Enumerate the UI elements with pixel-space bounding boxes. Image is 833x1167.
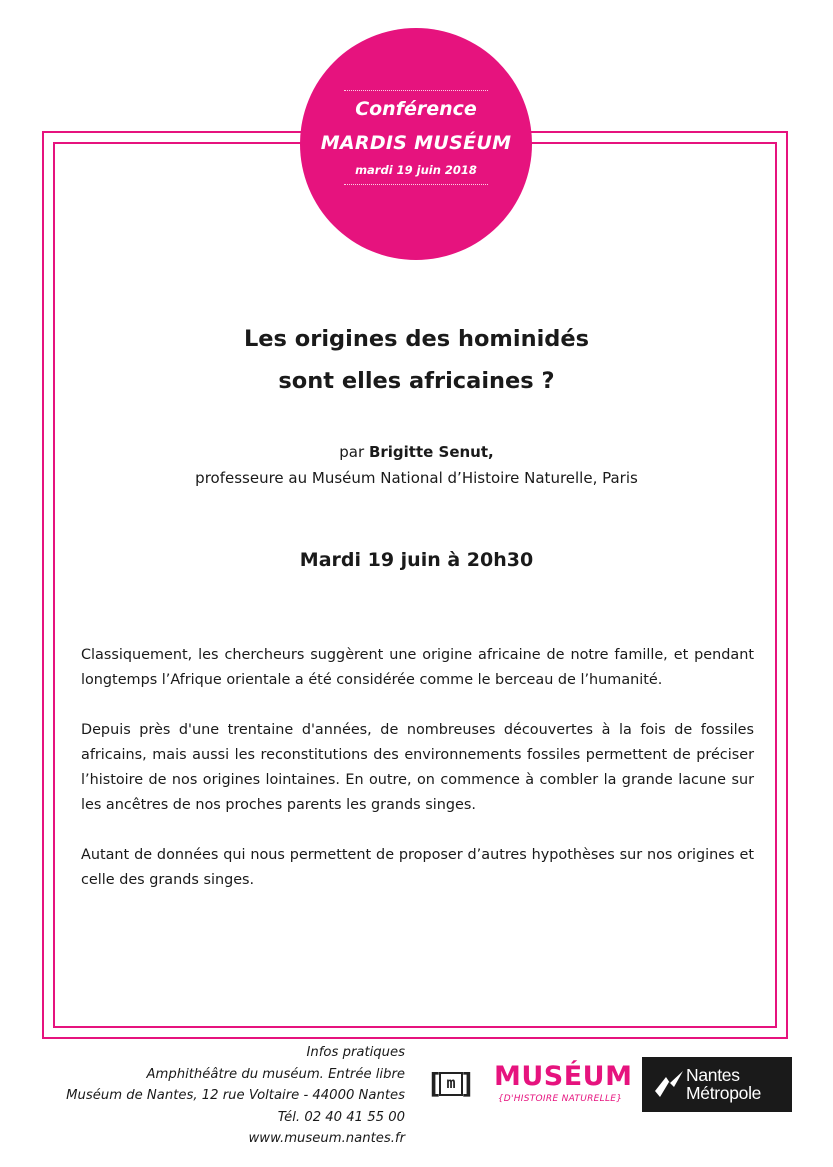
- description-paragraph-3: Autant de données qui nous permettent de proposer d’autres hypothèses sur nos origines et celle des grands singes.: [81, 847, 754, 888]
- nantes-logo-line-1: Nantes: [686, 1065, 740, 1085]
- nantes-bird-icon: [652, 1067, 686, 1101]
- practical-info-heading: Infos pratiques: [306, 1045, 405, 1060]
- description-paragraph-1: Classiquement, les chercheurs suggèrent une origine africaine de notre famille, et pendant longtemps l’Afrique orientale a été considérée comme le berceau de l’humanité.: [81, 647, 754, 688]
- nantes-metropole-logo: [642, 1057, 792, 1112]
- museum-logo-subtitle: {D'HISTOIRE NATURELLE}: [497, 1094, 623, 1104]
- venue: Amphithéâtre du muséum. Entrée libre: [146, 1066, 405, 1082]
- by-prefix: par: [339, 443, 365, 461]
- museum-histoire-naturelle-logo: [494, 1061, 633, 1106]
- museum-logo-word: MUSÉUM: [494, 1061, 633, 1092]
- talk-description: [81, 643, 754, 918]
- museum-m-logo: [424, 1057, 478, 1111]
- logo-bracket-left-icon: [: [426, 1067, 443, 1100]
- badge-series-title: MARDIS MUSÉUM: [320, 132, 512, 154]
- speaker-affiliation: professeure au Muséum National d’Histoire Naturelle, Paris: [195, 469, 638, 487]
- logo-bracket-right-icon: ]: [459, 1067, 476, 1100]
- conference-badge: [300, 28, 532, 260]
- description-paragraph-2: Depuis près d'une trentaine d'années, de nombreuses découvertes à la fois de fossiles africains, mais aussi les reconstitutions des environnements fossiles permettent de préciser l’histoire de nos origines lointaines. En outre, on commence à combler la grande lacune sur les ancêtres de nos proches parents les grands singes.: [81, 722, 754, 813]
- talk-title: [100, 318, 733, 402]
- badge-date: mardi 19 juin 2018: [355, 163, 477, 177]
- practical-info: [66, 1042, 405, 1150]
- phone: Tél. 02 40 41 55 00: [277, 1109, 405, 1125]
- website-link[interactable]: www.museum.nantes.fr: [248, 1131, 405, 1146]
- talk-datetime: Mardi 19 juin à 20h30: [299, 549, 534, 571]
- speaker-byline: [100, 439, 733, 491]
- badge-dotted-rule-top: [344, 90, 488, 91]
- address: Muséum de Nantes, 12 rue Voltaire - 44000 Nantes: [66, 1088, 405, 1103]
- talk-title-line-2: sont elles africaines ?: [278, 368, 555, 394]
- logo-m-letter: m: [439, 1072, 463, 1096]
- speaker-name: Brigitte Senut,: [368, 443, 494, 461]
- talk-title-line-1: Les origines des hominidés: [243, 326, 590, 352]
- badge-dotted-rule-bottom: [344, 184, 488, 185]
- nantes-logo-line-2: Métropole: [686, 1083, 762, 1103]
- badge-kind: Conférence: [355, 98, 477, 120]
